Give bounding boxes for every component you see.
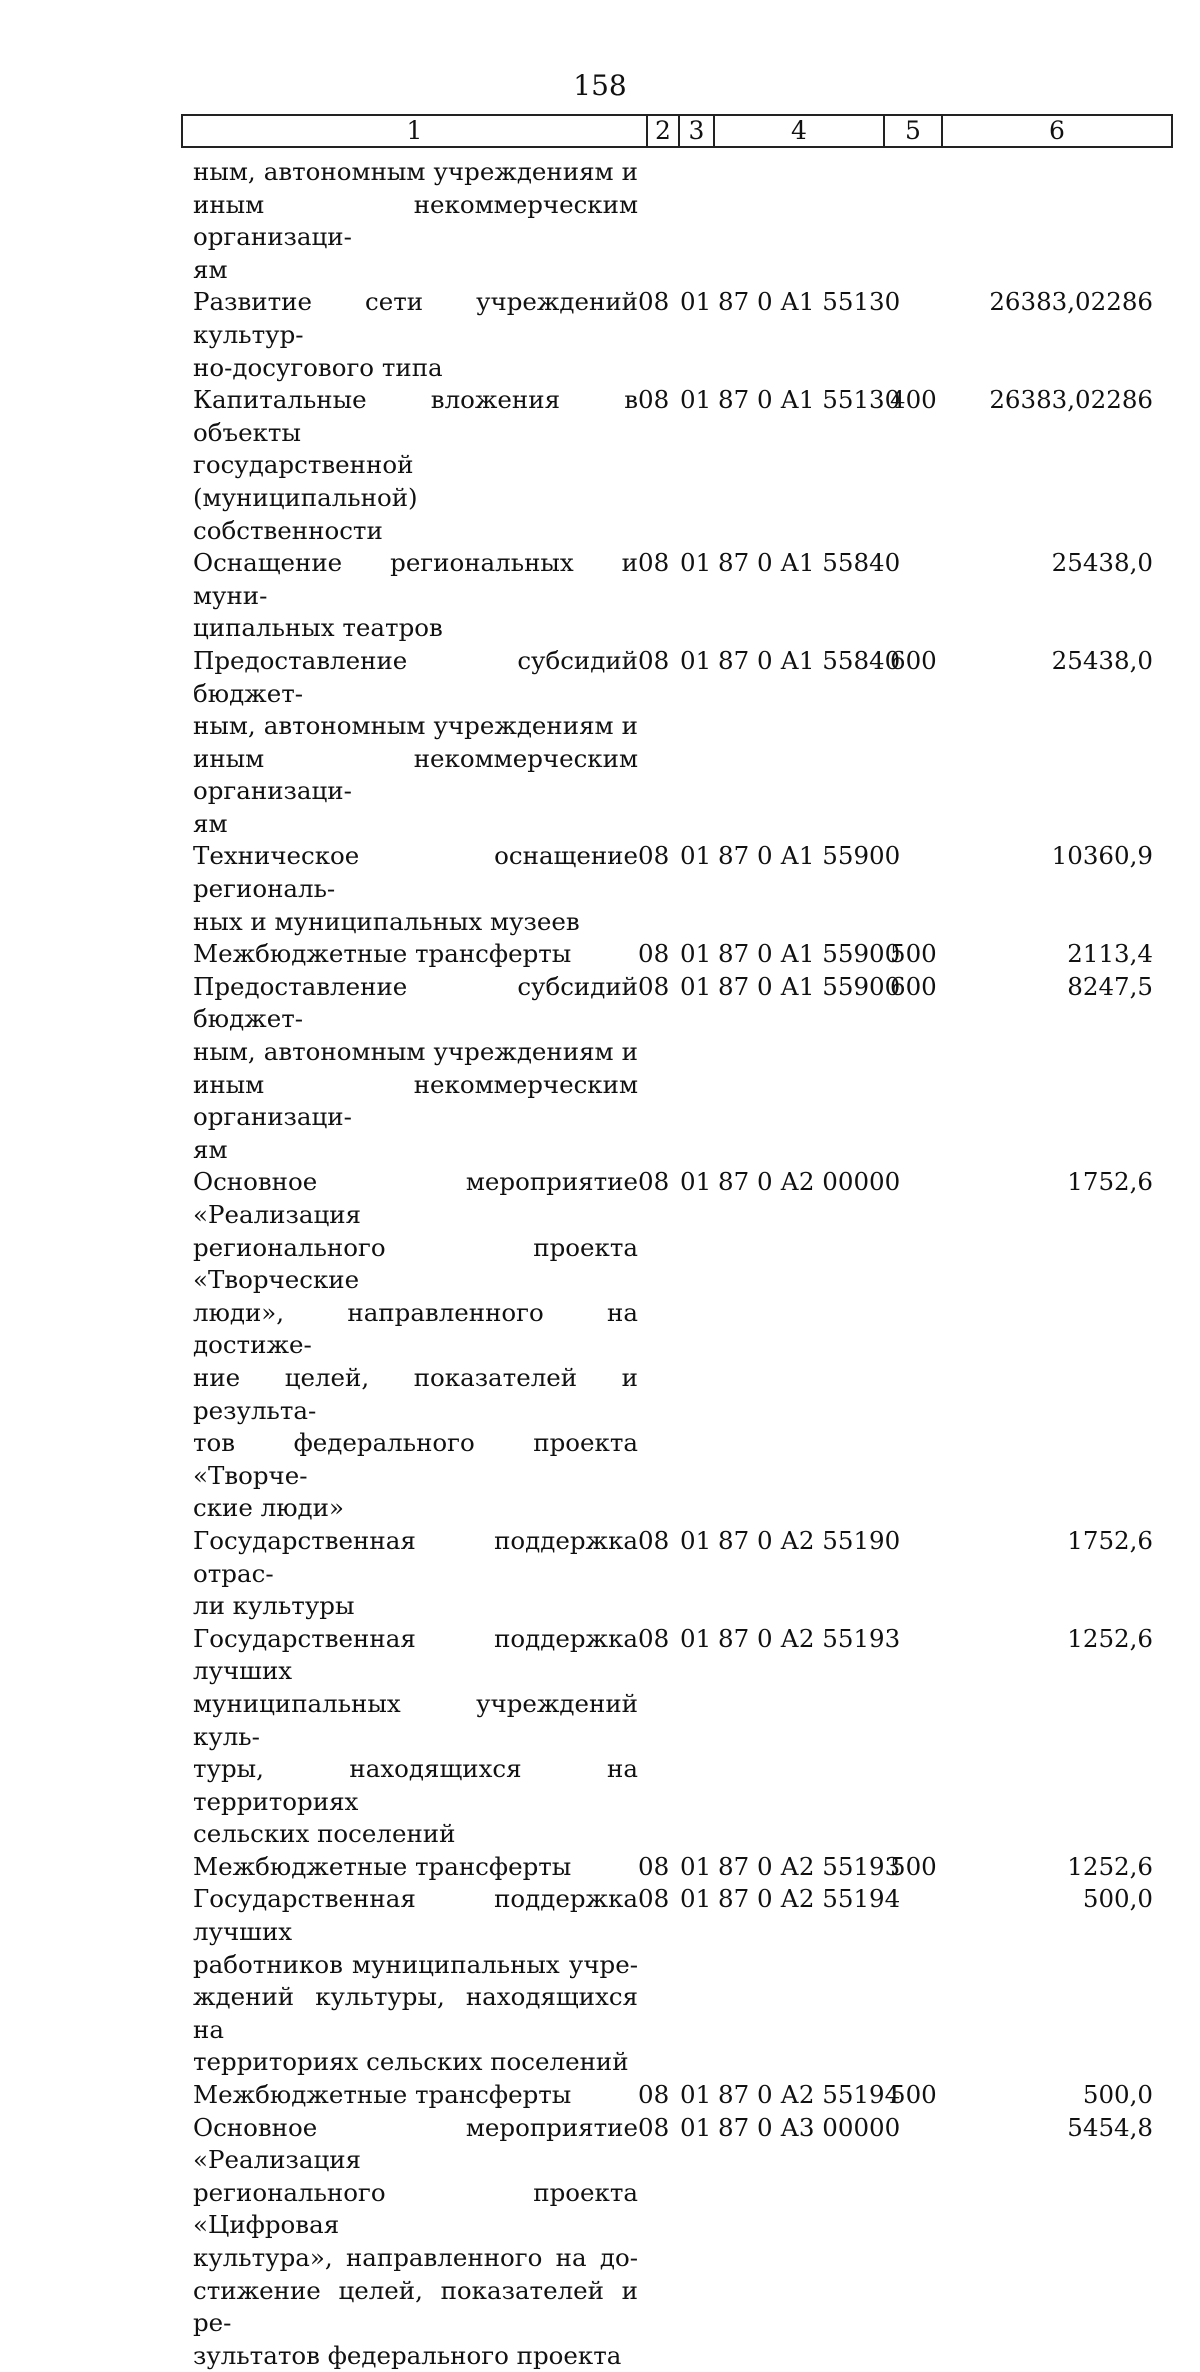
budget-table-body: [193, 156, 1153, 2372]
amount: 25438,0: [1051, 645, 1153, 675]
row-name: [193, 2112, 638, 2372]
row-name-line: ние целей, показателей и результа-: [193, 1362, 638, 1425]
row-name: [193, 938, 638, 971]
subsection-code: 01: [680, 939, 712, 969]
amount: 26383,02286: [989, 385, 1153, 415]
row-name-line: люди», направленного на достиже-: [193, 1297, 638, 1360]
subsection-code: 01: [680, 971, 712, 1001]
table-row: [193, 286, 1153, 384]
expense-type-code: [890, 156, 948, 286]
table-row: [193, 938, 1153, 971]
subsection-code: [680, 156, 718, 286]
amount: 8247,5: [1067, 971, 1153, 1001]
row-name-line: иным некоммерческим организаци-: [193, 189, 638, 252]
subsection-code: 01: [680, 2080, 712, 2110]
row-name-line: ям: [193, 1134, 228, 1164]
row-name-line: регионального проекта «Творческие: [193, 1232, 638, 1295]
expense-type-code: [890, 1623, 948, 1851]
subsection-code: 01: [680, 385, 712, 415]
row-name-line: территориях сельских поселений: [193, 2047, 629, 2077]
section-code: 08: [638, 548, 670, 578]
subsection-code: 01: [680, 2112, 712, 2142]
budget-table: [193, 156, 1153, 2372]
amount: [948, 156, 1153, 286]
row-name: [193, 1623, 638, 1851]
row-name-line: ям: [193, 254, 228, 284]
amount: 1752,6: [1067, 1167, 1153, 1197]
row-name-line: ным, автономным учреждениям и: [193, 1037, 638, 1067]
row-name: [193, 840, 638, 938]
amount: 26383,02286: [989, 287, 1153, 317]
amount: 5454,8: [1067, 2112, 1153, 2142]
row-name-line: культура», направленного на до-: [193, 2243, 638, 2272]
row-name-line: ципальных театров: [193, 613, 443, 643]
row-name: [193, 2079, 638, 2112]
section-code: 08: [638, 841, 670, 871]
row-name-line: Государственная поддержка лучших: [193, 1884, 638, 1947]
table-row: [193, 2112, 1153, 2372]
column-header-table: [181, 114, 1173, 148]
target-article-code: [718, 156, 890, 286]
subsection-code: 01: [680, 841, 712, 871]
row-name-line: ным, автономным учреждениям и: [193, 157, 638, 186]
row-name-line: стижение целей, показателей и ре-: [193, 2275, 638, 2338]
section-code: 08: [638, 971, 670, 1001]
section-code: 08: [638, 2080, 670, 2110]
subsection-code: 01: [680, 1884, 712, 1914]
expense-type-code: 600: [890, 645, 937, 675]
row-name: [193, 971, 638, 1167]
row-name-line: регионального проекта «Цифровая: [193, 2177, 638, 2240]
row-name-line: тов федерального проекта «Творче-: [193, 1428, 638, 1490]
column-header-2: 2: [647, 115, 679, 147]
row-name-line: иным некоммерческим организаци-: [193, 743, 638, 806]
target-article-code: 87 0 А2 55194: [718, 1884, 901, 1914]
expense-type-code: 400: [890, 385, 937, 415]
table-row: [193, 1851, 1153, 1884]
row-name-line: государственной (муниципальной): [193, 450, 418, 512]
row-name-line: Межбюджетные трансферты: [193, 939, 572, 969]
target-article-code: 87 0 А2 55190: [718, 1525, 901, 1555]
row-name-line: ям: [193, 808, 228, 838]
target-article-code: 87 0 А2 00000: [718, 1167, 901, 1197]
row-name-line: работников муниципальных учре-: [193, 1949, 638, 1979]
page-number: 158: [573, 69, 627, 102]
row-name-line: туры, находящихся на территориях: [193, 1754, 638, 1816]
amount: 25438,0: [1051, 548, 1153, 578]
column-header-1: 1: [182, 115, 647, 147]
row-name-line: Основное мероприятие «Реализация: [193, 1167, 638, 1229]
subsection-code: 01: [680, 1167, 712, 1197]
target-article-code: 87 0 А1 55840: [718, 645, 901, 675]
row-name-line: иным некоммерческим организаци-: [193, 1069, 638, 1132]
section-code: 08: [638, 645, 670, 675]
target-article-code: 87 0 А1 55130: [718, 287, 901, 317]
expense-type-code: [890, 2112, 948, 2372]
amount: 2113,4: [1067, 939, 1153, 969]
column-header-3: 3: [679, 115, 714, 147]
table-row: [193, 2079, 1153, 2112]
target-article-code: 87 0 А3 00000: [718, 2112, 901, 2142]
amount: 1252,6: [1067, 1623, 1153, 1653]
row-name-line: Капитальные вложения в объекты: [193, 385, 638, 447]
subsection-code: 01: [680, 548, 712, 578]
row-name-line: Предоставление субсидий бюджет-: [193, 645, 638, 708]
row-name-line: ждений культуры, находящихся на: [193, 1982, 638, 2044]
table-row: [193, 971, 1153, 1167]
target-article-code: 87 0 А1 55840: [718, 548, 901, 578]
expense-type-code: 500: [890, 939, 937, 969]
table-row: [193, 1883, 1153, 2079]
column-header-row: [182, 115, 1172, 147]
row-name-line: Государственная поддержка лучших: [193, 1623, 638, 1686]
table-row: [193, 645, 1153, 841]
row-name: [193, 1851, 638, 1884]
row-name: [193, 1166, 638, 1525]
row-name-line: но-досугового типа: [193, 352, 443, 382]
row-name: [193, 286, 638, 384]
row-name: [193, 1525, 638, 1623]
row-name-line: Государственная поддержка отрас-: [193, 1525, 638, 1588]
row-name-line: Основное мероприятие «Реализация: [193, 2112, 638, 2175]
subsection-code: 01: [680, 1851, 712, 1881]
target-article-code: 87 0 А2 55194: [718, 2080, 901, 2110]
column-header-5: 5: [884, 115, 942, 147]
expense-type-code: 500: [890, 2080, 937, 2110]
subsection-code: 01: [680, 1623, 712, 1653]
target-article-code: 87 0 А1 55900: [718, 841, 901, 871]
section-code: 08: [638, 2112, 670, 2142]
row-name-line: ным, автономным учреждениям и: [193, 711, 638, 741]
target-article-code: 87 0 А1 55900: [718, 939, 901, 969]
row-name-line: Оснащение региональных и муни-: [193, 548, 638, 610]
section-code: 08: [638, 1884, 670, 1914]
row-name: [193, 547, 638, 645]
subsection-code: 01: [680, 287, 712, 317]
row-name-line: Предоставление субсидий бюджет-: [193, 971, 638, 1034]
amount: 1752,6: [1067, 1525, 1153, 1555]
row-name-line: ных и муниципальных музеев: [193, 906, 580, 936]
section-code: 08: [638, 939, 670, 969]
section-code: 08: [638, 1851, 670, 1881]
amount: 1252,6: [1067, 1851, 1153, 1881]
column-header-4: 4: [714, 115, 884, 147]
section-code: 08: [638, 385, 670, 415]
row-name-line: муниципальных учреждений куль-: [193, 1688, 638, 1751]
target-article-code: 87 0 А2 55193: [718, 1851, 901, 1881]
table-row: [193, 156, 1153, 286]
expense-type-code: 600: [890, 971, 937, 1001]
row-name-line: собственности: [193, 515, 383, 545]
section-code: 08: [638, 1525, 670, 1555]
expense-type-code: [890, 1166, 948, 1525]
expense-type-code: [890, 1883, 948, 2079]
row-name-line: зультатов федерального проекта: [193, 2340, 622, 2370]
row-name-line: Межбюджетные трансферты: [193, 1851, 572, 1881]
row-name-line: ские люди»: [193, 1493, 344, 1523]
row-name: [193, 1883, 638, 2079]
section-code: 08: [638, 1623, 670, 1653]
subsection-code: 01: [680, 645, 712, 675]
expense-type-code: 500: [890, 1851, 937, 1881]
row-name: [193, 384, 638, 547]
row-name-line: Техническое оснащение региональ-: [193, 841, 638, 904]
target-article-code: 87 0 А2 55193: [718, 1623, 901, 1653]
section-code: 08: [638, 1167, 670, 1197]
target-article-code: 87 0 А1 55130: [718, 385, 901, 415]
row-name-line: Развитие сети учреждений культур-: [193, 287, 638, 349]
subsection-code: 01: [680, 1525, 712, 1555]
table-row: [193, 547, 1153, 645]
table-row: [193, 1623, 1153, 1851]
section-code: 08: [638, 287, 670, 317]
table-row: [193, 840, 1153, 938]
amount: 10360,9: [1051, 841, 1153, 871]
table-row: [193, 1525, 1153, 1623]
table-row: [193, 384, 1153, 547]
target-article-code: 87 0 А1 55900: [718, 971, 901, 1001]
row-name-line: Межбюджетные трансферты: [193, 2080, 572, 2110]
row-name: [193, 156, 638, 286]
row-name: [193, 645, 638, 841]
column-header-6: 6: [942, 115, 1172, 147]
table-row: [193, 1166, 1153, 1525]
section-code: [638, 156, 680, 286]
amount: 500,0: [1082, 2080, 1153, 2110]
amount: 500,0: [1082, 1884, 1153, 1914]
row-name-line: ли культуры: [193, 1591, 355, 1621]
row-name-line: сельских поселений: [193, 1819, 456, 1849]
